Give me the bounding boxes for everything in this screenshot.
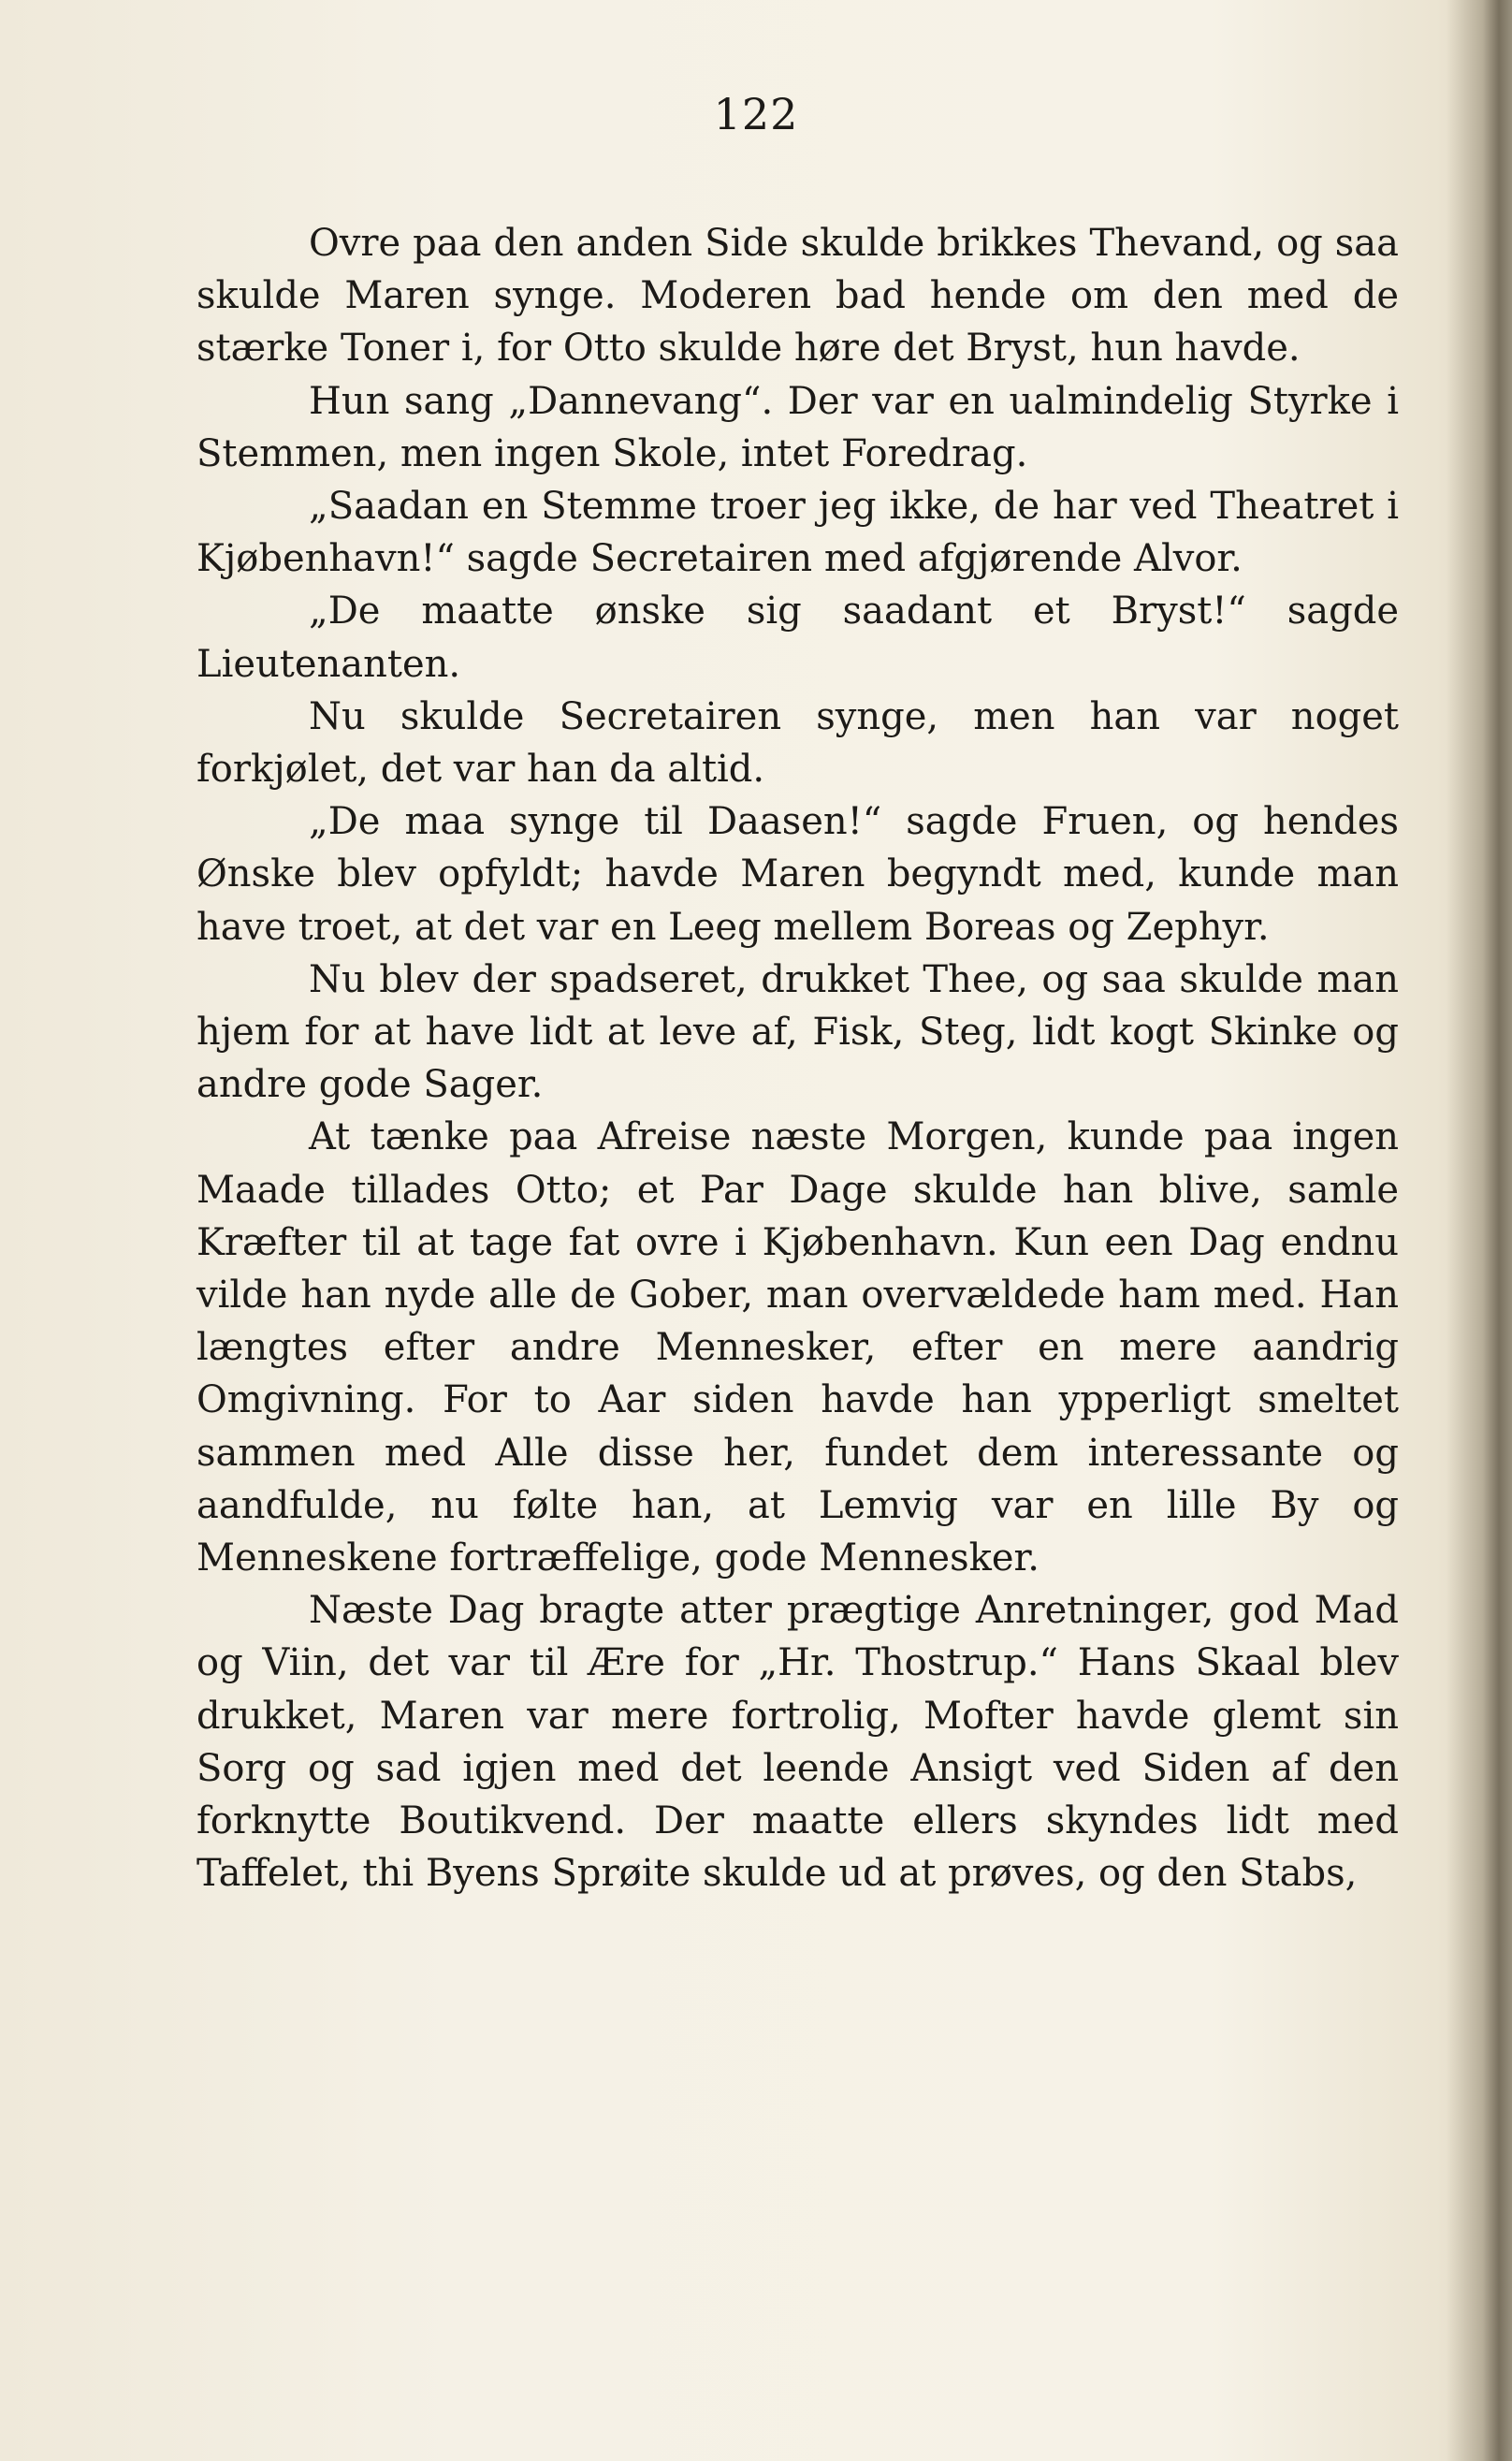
paragraph: Ovre paa den anden Side skulde brikkes Thevand, og saa skulde Maren synge. Moderen bad hende om den med de stærke Toner i, for Otto skulde høre det Bryst, hun havde. (196, 222, 1399, 371)
paragraph: Næste Dag bragte atter prægtige Anretninger, god Mad og Viin, det var til Ære for „Hr. Thostrup.“ Hans Skaal blev drukket, Maren var mere fortrolig, Mofter havde glemt sin Sorg og sad igjen med det leende Ansigt ved Siden af den forknytte Boutikvend. Der maatte ellers skyndes lidt med Taffelet, thi Byens Sprøite skulde ud at prøves, og den Stabs, (196, 1589, 1399, 1896)
paragraph: „De maatte ønske sig saadant et Bryst!“ sagde Lieutenanten. (196, 590, 1399, 686)
paragraph: Nu blev der spadseret, drukket Thee, og saa skulde man hjem for at have lidt at leve af, Fisk, Steg, lidt kogt Skinke og andre gode Sager. (196, 957, 1399, 1107)
paragraph: „De maa synge til Daasen!“ sagde Fruen, og hendes Ønske blev opfyldt; havde Maren begyndt med, kunde man have troet, at det var en Leeg mellem Boreas og Zephyr. (196, 800, 1399, 949)
page-number: 122 (713, 89, 799, 139)
paragraph: Hun sang „Dannevang“. Der var en ualmindelig Styrke i Stemmen, men ingen Skole, intet Foredrag. (196, 379, 1399, 475)
paragraph: At tænke paa Afreise næste Morgen, kunde paa ingen Maade tillades Otto; et Par Dage skulde han blive, samle Kræfter til at tage fat ovre i Kjøbenhavn. Kun een Dag endnu vilde han nyde alle de Gober, man overvældede ham med. Han længtes efter andre Mennesker, efter en mere aandrig Omgivning. For to Aar siden havde han ypperligt smeltet sammen med Alle disse her, fundet dem interessante og aandfulde, nu følte han, at Lemvig var en lille By og Menneskene fortræffelige, gode Mennesker. (196, 1115, 1399, 1580)
binding-shadow (1447, 0, 1512, 2461)
paragraph: Nu skulde Secretairen synge, men han var noget forkjølet, det var han da altid. (196, 694, 1399, 792)
body-text (196, 217, 1399, 1900)
paragraph: „Saadan en Stemme troer jeg ikke, de har ved Theatret i Kjøbenhavn!“ sagde Secretairen med afgjørende Alvor. (196, 485, 1399, 581)
